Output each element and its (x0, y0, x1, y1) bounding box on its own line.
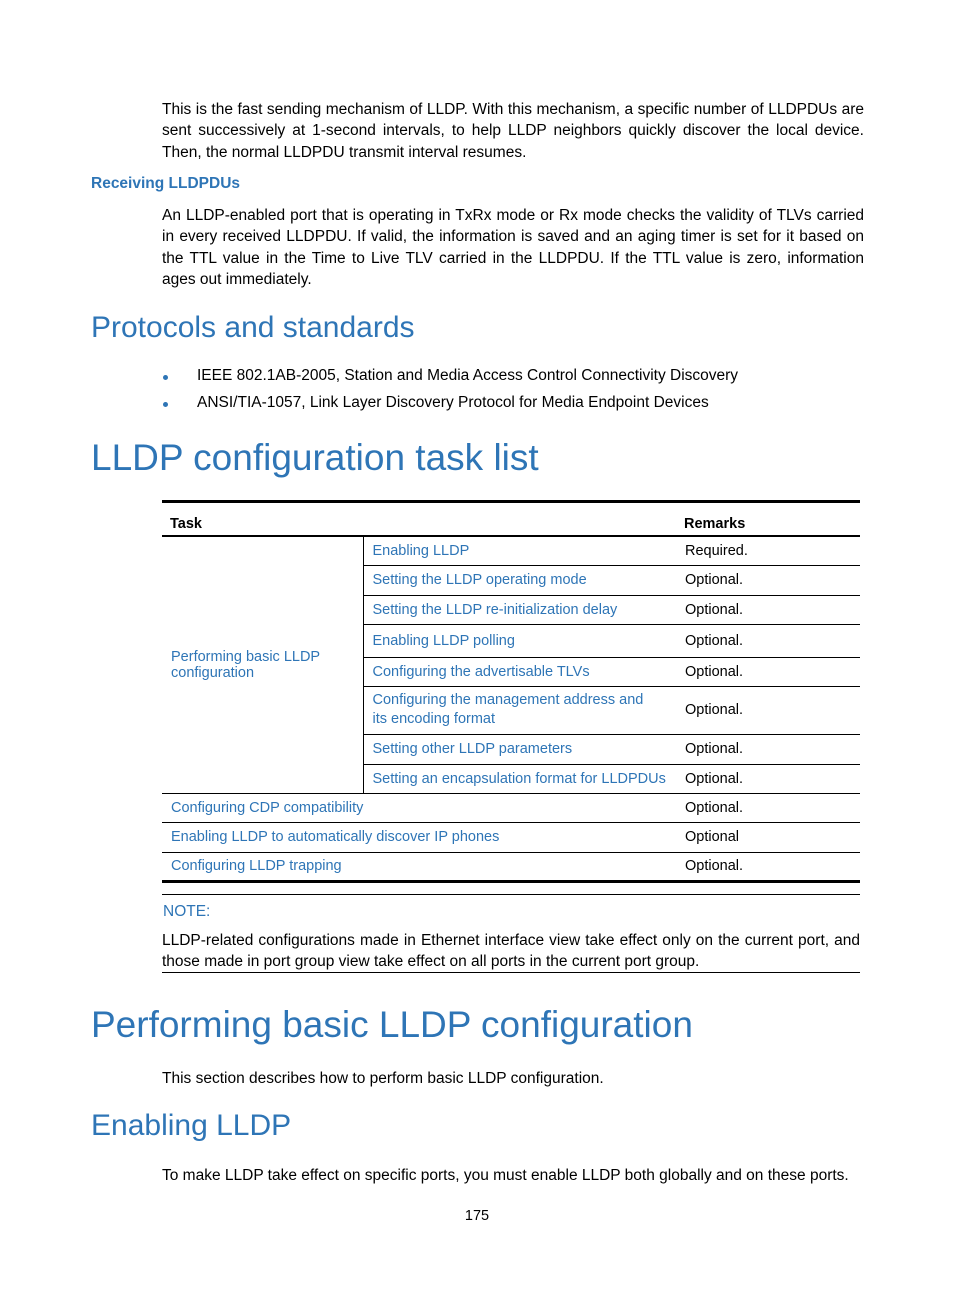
task-remark: Optional (676, 822, 860, 852)
task-remark: Optional. (676, 624, 860, 657)
task-link[interactable]: Configuring the advertisable TLVs (363, 657, 676, 686)
enabling-lldp-text: To make LLDP take effect on specific ports, you must enable LLDP both globally and on these ports. (162, 1167, 849, 1184)
task-remark: Optional. (676, 657, 860, 686)
note-bottom-rule (162, 972, 860, 973)
task-link[interactable]: Enabling LLDP (363, 536, 676, 565)
task-link[interactable]: Setting the LLDP re-initialization delay (363, 595, 676, 624)
task-link[interactable]: Configuring CDP compatibility (162, 793, 676, 822)
task-link[interactable]: Setting the LLDP operating mode (363, 565, 676, 595)
task-link[interactable]: Configuring LLDP trapping (171, 858, 342, 874)
task-remark: Optional. (685, 858, 744, 874)
task-remark: Optional. (676, 565, 860, 595)
protocols-heading: Protocols and standards (91, 311, 415, 344)
bullet-icon (163, 402, 168, 407)
task-remark: Optional. (676, 793, 860, 822)
task-table (162, 500, 860, 883)
receiving-lldpdus-text: An LLDP-enabled port that is operating in TxRx mode or Rx mode checks the validity of TLVs carried in every received LLDPDU. If valid, the information is saved and an aging timer is set for it based on the TTL value in the Time to Live TLV carried in the LLDPDU. If the TTL value is zero, information ages out immediately. (162, 207, 864, 288)
task-link[interactable]: Enabling LLDP to automatically discover IP phones (162, 822, 676, 852)
bullet-icon (163, 375, 168, 380)
note-text: LLDP-related configurations made in Ethernet interface view take effect only on the current port, and those made in port group view take effect on all ports in the current port group. (162, 932, 860, 971)
column-header-task: Task (162, 502, 676, 537)
table-header-row (162, 502, 860, 537)
task-remark: Optional. (676, 595, 860, 624)
column-header-remarks: Remarks (676, 502, 860, 537)
task-remark: Optional. (676, 764, 860, 793)
task-list-heading: LLDP configuration task list (91, 437, 539, 478)
task-remark: Optional. (676, 686, 860, 734)
task-link[interactable]: Enabling LLDP polling (363, 624, 676, 657)
protocol-item: ANSI/TIA-1057, Link Layer Discovery Protocol for Media Endpoint Devices (197, 394, 709, 411)
task-remark: Required. (676, 536, 860, 565)
basic-config-text: This section describes how to perform basic LLDP configuration. (162, 1070, 604, 1087)
protocol-item: IEEE 802.1AB-2005, Station and Media Access Control Connectivity Discovery (197, 367, 739, 384)
intro-paragraph: This is the fast sending mechanism of LLDP. With this mechanism, a specific number of LLDPDUs are sent successively at 1-second intervals, to help LLDP neighbors quickly discover the local device. Then, the normal LLDPDU transmit interval resumes. (162, 101, 864, 161)
task-remark: Optional. (676, 734, 860, 764)
note-top-rule (162, 894, 860, 895)
note-label: NOTE: (163, 903, 211, 920)
task-link[interactable]: Configuring the management address and its encoding format (363, 686, 676, 734)
table-row (162, 822, 860, 852)
basic-config-heading: Performing basic LLDP configuration (91, 1004, 693, 1045)
receiving-lldpdus-heading: Receiving LLDPDUs (91, 175, 241, 192)
task-link[interactable]: Setting other LLDP parameters (363, 734, 676, 764)
enabling-lldp-heading: Enabling LLDP (91, 1109, 292, 1142)
task-link[interactable]: Setting an encapsulation format for LLDPDUs (363, 764, 676, 793)
task-group-link[interactable]: Performing basic LLDP configuration (162, 536, 363, 793)
table-row (162, 793, 860, 822)
table-row (162, 852, 860, 881)
page-number: 175 (464, 1208, 490, 1224)
table-row (162, 536, 860, 565)
